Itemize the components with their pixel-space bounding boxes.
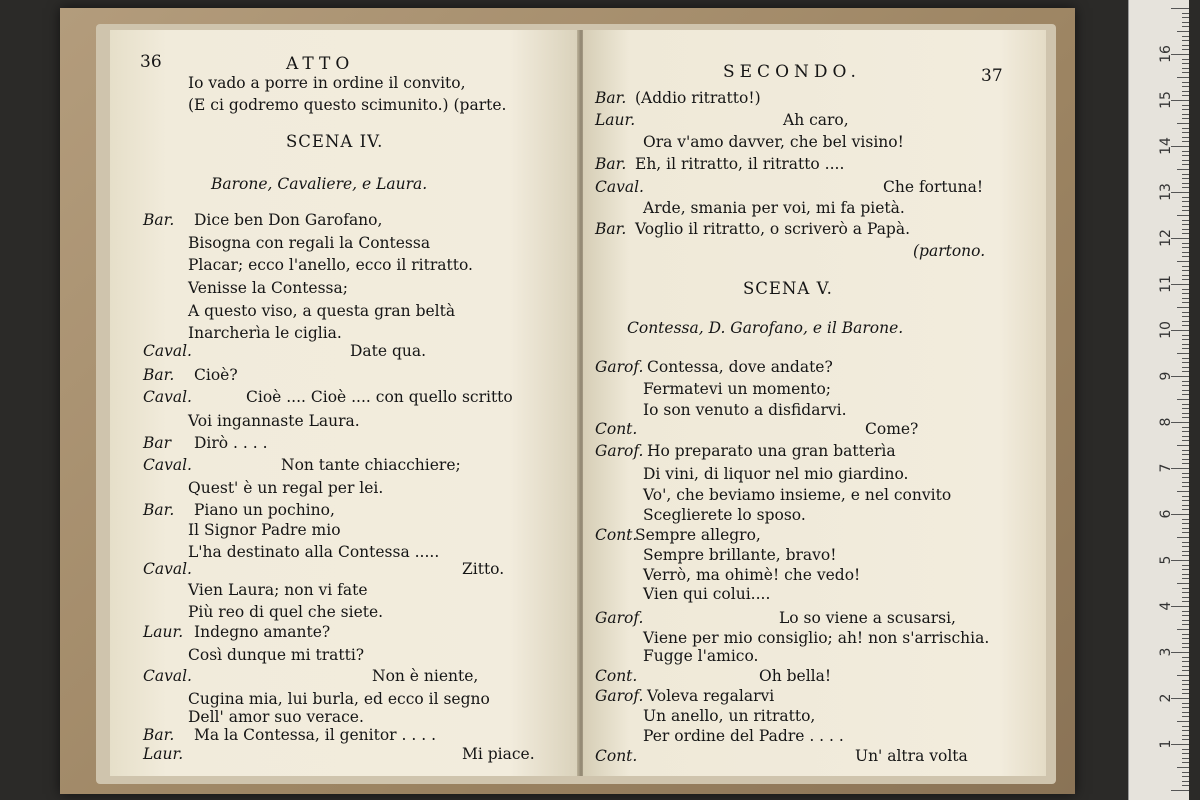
ruler-label: 12 [1158,229,1174,247]
speaker-label: Bar. [595,89,627,107]
ruler-tick [1182,680,1189,681]
ruler-tick [1177,261,1189,262]
ruler-tick [1182,739,1189,740]
ruler-tick [1182,762,1189,763]
ruler-label: 8 [1158,417,1174,427]
dialogue-line: Vo', che beviamo insieme, e nel convito [643,486,952,504]
ruler-tick [1182,749,1189,750]
dialogue-line: Di vini, di liquor nel mio giardino. [643,465,909,483]
ruler-label: 2 [1158,693,1174,703]
ruler-tick [1182,776,1189,777]
ruler-tick [1182,436,1189,437]
ruler-tick [1182,482,1189,483]
speaker-label: Laur. [143,745,184,763]
speaker-label: Caval. [143,560,192,578]
ruler-tick [1182,178,1189,179]
ruler-label: 16 [1158,45,1174,63]
ruler-tick [1182,473,1189,474]
ruler-tick [1182,344,1189,345]
ruler-tick [1182,601,1189,602]
dialogue-line: Quest' è un regal per lei. [188,479,384,497]
ruler-label: 3 [1158,647,1174,657]
ruler-tick [1177,721,1189,722]
dialogue-line: Sceglierete lo sposo. [643,506,806,524]
ruler-tick [1182,321,1189,322]
ruler-tick [1177,537,1189,538]
ruler-tick [1171,8,1189,9]
ruler-tick [1182,624,1189,625]
ruler-tick [1182,661,1189,662]
ruler-tick [1182,684,1189,685]
dialogue-line: Per ordine del Padre . . . . [643,727,844,745]
dialogue-line: Voglio il ritratto, o scriverò a Papà. [635,220,911,238]
ruler-tick [1182,546,1189,547]
ruler-tick [1182,155,1189,156]
dialogue-line: Indegno amante? [194,623,331,641]
dialogue-line: Dell' amor suo verace. [188,708,364,726]
dialogue-line: Cugina mia, lui burla, ed ecco il segno [188,690,490,708]
dialogue-line: Contessa, dove andate? [647,358,833,376]
ruler-tick [1177,629,1189,630]
ruler-tick [1182,666,1189,667]
speaker-label: Bar. [595,155,627,173]
ruler-tick [1182,59,1189,60]
ruler-tick [1182,26,1189,27]
ruler-tick [1182,486,1189,487]
ruler-tick [1182,523,1189,524]
ruler-tick [1182,707,1189,708]
dialogue-line: Vien Laura; non vi fate [188,581,368,599]
ruler-label: 4 [1158,601,1174,611]
speaker-label: Bar. [143,726,175,744]
ruler-tick [1182,316,1189,317]
ruler-tick [1182,233,1189,234]
speaker-label: Garof. [595,687,644,705]
cast-list: Contessa, D. Garofano, e il Barone. [627,319,904,337]
dialogue-line: Sempre allegro, [635,526,761,544]
ruler-tick [1182,496,1189,497]
dialogue-line: (Addio ritratto!) [635,89,761,107]
ruler-label: 7 [1158,463,1174,473]
ruler-tick [1182,105,1189,106]
ruler-tick [1182,13,1189,14]
ruler-tick [1182,542,1189,543]
running-header: ATTO [286,54,355,74]
ruler-tick [1182,362,1189,363]
ruler-tick [1182,298,1189,299]
speaker-label: Bar. [143,211,175,229]
left-page [110,30,580,776]
speaker-label: Bar. [143,501,175,519]
ruler-tick [1182,500,1189,501]
dialogue-line: Venisse la Contessa; [188,279,348,297]
dialogue-line: Placar; ecco l'anello, ecco il ritratto. [188,256,473,274]
ruler-tick [1182,689,1189,690]
dialogue-line: Piano un pochino, [194,501,335,519]
ruler-tick [1177,583,1189,584]
ruler-tick [1182,578,1189,579]
ruler-tick [1182,40,1189,41]
dialogue-line: Il Signor Padre mio [188,521,341,539]
dialogue-line: Zitto. [462,560,505,578]
dialogue-line: Ah caro, [783,111,849,129]
ruler-tick [1182,413,1189,414]
speaker-label: Garof. [595,442,644,460]
ruler-tick [1182,312,1189,313]
ruler-tick [1177,399,1189,400]
ruler-tick [1182,431,1189,432]
dialogue-line: Così dunque mi tratti? [188,646,365,664]
ruler-tick [1182,114,1189,115]
ruler-tick [1182,256,1189,257]
ruler-tick [1182,206,1189,207]
ruler-tick [1182,164,1189,165]
ruler-tick [1182,252,1189,253]
ruler-tick [1182,243,1189,244]
dialogue-line: Ho preparato una gran batterìa [647,442,896,460]
dialogue-line: Che fortuna! [883,178,984,196]
ruler-tick [1182,394,1189,395]
ruler-tick [1182,758,1189,759]
ruler-label: 11 [1158,275,1174,293]
ruler-tick [1171,790,1189,791]
speaker-label: Caval. [143,667,192,685]
ruler-tick [1177,169,1189,170]
dialogue-line: (partono. [913,242,986,260]
right-page [583,30,1046,776]
ruler-tick [1182,275,1189,276]
ruler-tick [1182,220,1189,221]
ruler-tick [1182,615,1189,616]
dialogue-line: Vien qui colui.... [643,585,771,603]
dialogue-line: Eh, il ritratto, il ritratto .... [635,155,845,173]
dialogue-line: Lo so viene a scusarsi, [779,609,956,627]
ruler-tick [1182,91,1189,92]
ruler-tick [1182,109,1189,110]
ruler-tick [1182,183,1189,184]
speaker-label: Bar [143,434,172,452]
dialogue-line: Date qua. [350,342,427,360]
ruler-label: 10 [1158,321,1174,339]
ruler-tick [1182,367,1189,368]
ruler-tick [1182,477,1189,478]
ruler-tick [1177,491,1189,492]
ruler-tick [1182,611,1189,612]
dialogue-line: Verrò, ma ohimè! che vedo! [643,566,861,584]
ruler-tick [1182,160,1189,161]
ruler-tick [1182,730,1189,731]
speaker-label: Laur. [143,623,184,641]
ruler-tick [1182,454,1189,455]
ruler-tick [1182,86,1189,87]
ruler-tick [1177,675,1189,676]
ruler-tick [1177,307,1189,308]
dialogue-line: Non tante chiacchiere; [281,456,461,474]
ruler-tick [1182,335,1189,336]
ruler-label: 14 [1158,137,1174,155]
ruler-tick [1182,289,1189,290]
speaker-label: Caval. [595,178,644,196]
ruler-tick [1182,36,1189,37]
ruler-tick [1182,302,1189,303]
dialogue-line: Bisogna con regali la Contessa [188,234,431,252]
ruler-tick [1182,247,1189,248]
speaker-label: Garof. [595,358,644,376]
ruler-tick [1182,325,1189,326]
ruler-label: 6 [1158,509,1174,519]
ruler-tick [1182,17,1189,18]
ruler-tick [1182,72,1189,73]
ruler-tick [1182,118,1189,119]
ruler-tick [1182,270,1189,271]
ruler-tick [1182,716,1189,717]
page-number: 37 [981,66,1003,86]
ruler-tick [1182,339,1189,340]
speaker-label: Laur. [595,111,636,129]
dialogue-line: Io son venuto a disfidarvi. [643,401,847,419]
ruler-tick [1182,427,1189,428]
ruler-tick [1182,459,1189,460]
ruler-label: 5 [1158,555,1174,565]
ruler-tick [1177,77,1189,78]
ruler-tick [1182,141,1189,142]
dialogue-line: Dice ben Don Garofano, [194,211,383,229]
ruler-tick [1182,574,1189,575]
ruler-tick [1182,565,1189,566]
ruler-tick [1182,229,1189,230]
ruler-label: 1 [1158,739,1174,749]
speaker-label: Cont. [595,667,638,685]
ruler-tick [1182,735,1189,736]
ruler-tick [1182,95,1189,96]
ruler-tick [1182,174,1189,175]
speaker-label: Cont. [595,747,638,765]
ruler-tick [1182,638,1189,639]
dialogue-line: Non è niente, [372,667,479,685]
dialogue-line: L'ha destinato alla Contessa ..... [188,543,440,561]
ruler-tick [1182,348,1189,349]
speaker-label: Cont. [595,526,638,544]
ruler-tick [1182,670,1189,671]
ruler-tick [1177,123,1189,124]
ruler-tick [1177,353,1189,354]
ruler-tick [1182,390,1189,391]
ruler-tick [1182,712,1189,713]
ruler-tick [1177,215,1189,216]
ruler-tick [1182,201,1189,202]
ruler-tick [1182,781,1189,782]
ruler-tick [1182,647,1189,648]
ruler-tick [1182,643,1189,644]
ruler-tick [1177,767,1189,768]
dialogue-line: Io vado a porre in ordine il convito, [188,74,466,92]
dialogue-line: Arde, smania per voi, mi fa pietà. [643,199,905,217]
dialogue-line: Un anello, un ritratto, [643,707,816,725]
speaker-label: Bar. [595,220,627,238]
ruler-tick [1182,785,1189,786]
ruler-tick [1182,224,1189,225]
ruler-tick [1182,551,1189,552]
dialogue-line: Fermatevi un momento; [643,380,832,398]
dialogue-line: Voi ingannaste Laura. [188,412,360,430]
dialogue-line: Inarcherìa le ciglia. [188,324,342,342]
ruler-tick [1182,210,1189,211]
speaker-label: Cont. [595,420,638,438]
dialogue-line: Fugge l'amico. [643,647,759,665]
ruler-tick [1182,505,1189,506]
running-header: SECONDO. [723,62,861,82]
ruler-tick [1177,31,1189,32]
dialogue-line: (E ci godremo questo scimunito.) (parte. [188,96,507,114]
ruler-tick [1182,693,1189,694]
ruler-tick [1182,569,1189,570]
ruler-tick [1182,187,1189,188]
ruler-tick [1182,463,1189,464]
speaker-label: Caval. [143,342,192,360]
dialogue-line: Cioè? [194,366,238,384]
speaker-label: Bar. [143,366,175,384]
cast-list: Barone, Cavaliere, e Laura. [211,175,428,193]
ruler-tick [1182,128,1189,129]
ruler-tick [1182,450,1189,451]
page-number: 36 [140,52,162,72]
ruler-tick [1182,657,1189,658]
ruler-tick [1182,620,1189,621]
ruler-label: 9 [1158,371,1174,381]
ruler-tick [1182,68,1189,69]
dialogue-line: Più reo di quel che siete. [188,603,384,621]
ruler-tick [1182,137,1189,138]
ruler-tick [1182,726,1189,727]
ruler-tick [1182,132,1189,133]
ruler-tick [1182,279,1189,280]
ruler-label: 13 [1158,183,1174,201]
ruler-tick [1182,371,1189,372]
speaker-label: Caval. [143,456,192,474]
dialogue-line: Viene per mio consiglio; ah! non s'arrischia. [643,629,990,647]
ruler-tick [1182,381,1189,382]
dialogue-line: Oh bella! [759,667,832,685]
ruler-tick [1182,22,1189,23]
dialogue-line: Voleva regalarvi [647,687,775,705]
ruler-tick [1182,555,1189,556]
speaker-label: Caval. [143,388,192,406]
ruler-tick [1182,588,1189,589]
dialogue-line: Cioè .... Cioè .... con quello scritto [246,388,513,406]
scene-heading: SCENA V. [743,279,833,298]
ruler-tick [1182,440,1189,441]
measuring-ruler [1128,0,1189,800]
scene-heading: SCENA IV. [286,132,384,151]
ruler-tick [1182,417,1189,418]
ruler-tick [1182,772,1189,773]
ruler-tick [1182,597,1189,598]
ruler-tick [1182,703,1189,704]
ruler-tick [1182,197,1189,198]
ruler-tick [1182,266,1189,267]
dialogue-line: A questo viso, a questa gran beltà [188,302,456,320]
ruler-tick [1182,519,1189,520]
dialogue-line: Come? [865,420,919,438]
speaker-label: Garof. [595,609,644,627]
ruler-label: 15 [1158,91,1174,109]
ruler-tick [1182,509,1189,510]
dialogue-line: Sempre brillante, bravo! [643,546,837,564]
ruler-tick [1182,634,1189,635]
ruler-tick [1182,358,1189,359]
ruler-tick [1182,753,1189,754]
ruler-tick [1182,532,1189,533]
ruler-tick [1182,49,1189,50]
dialogue-line: Dirò . . . . [194,434,268,452]
ruler-tick [1182,592,1189,593]
ruler-tick [1182,404,1189,405]
ruler-tick [1182,45,1189,46]
ruler-tick [1182,528,1189,529]
ruler-tick [1182,408,1189,409]
ruler-tick [1177,445,1189,446]
ruler-tick [1182,82,1189,83]
dialogue-line: Ma la Contessa, il genitor . . . . [194,726,437,744]
ruler-tick [1182,385,1189,386]
ruler-tick [1182,293,1189,294]
dialogue-line: Un' altra volta [855,747,968,765]
dialogue-line: Ora v'amo davver, che bel visino! [643,133,904,151]
ruler-tick [1182,63,1189,64]
ruler-tick [1182,151,1189,152]
dialogue-line: Mi piace. [462,745,535,763]
